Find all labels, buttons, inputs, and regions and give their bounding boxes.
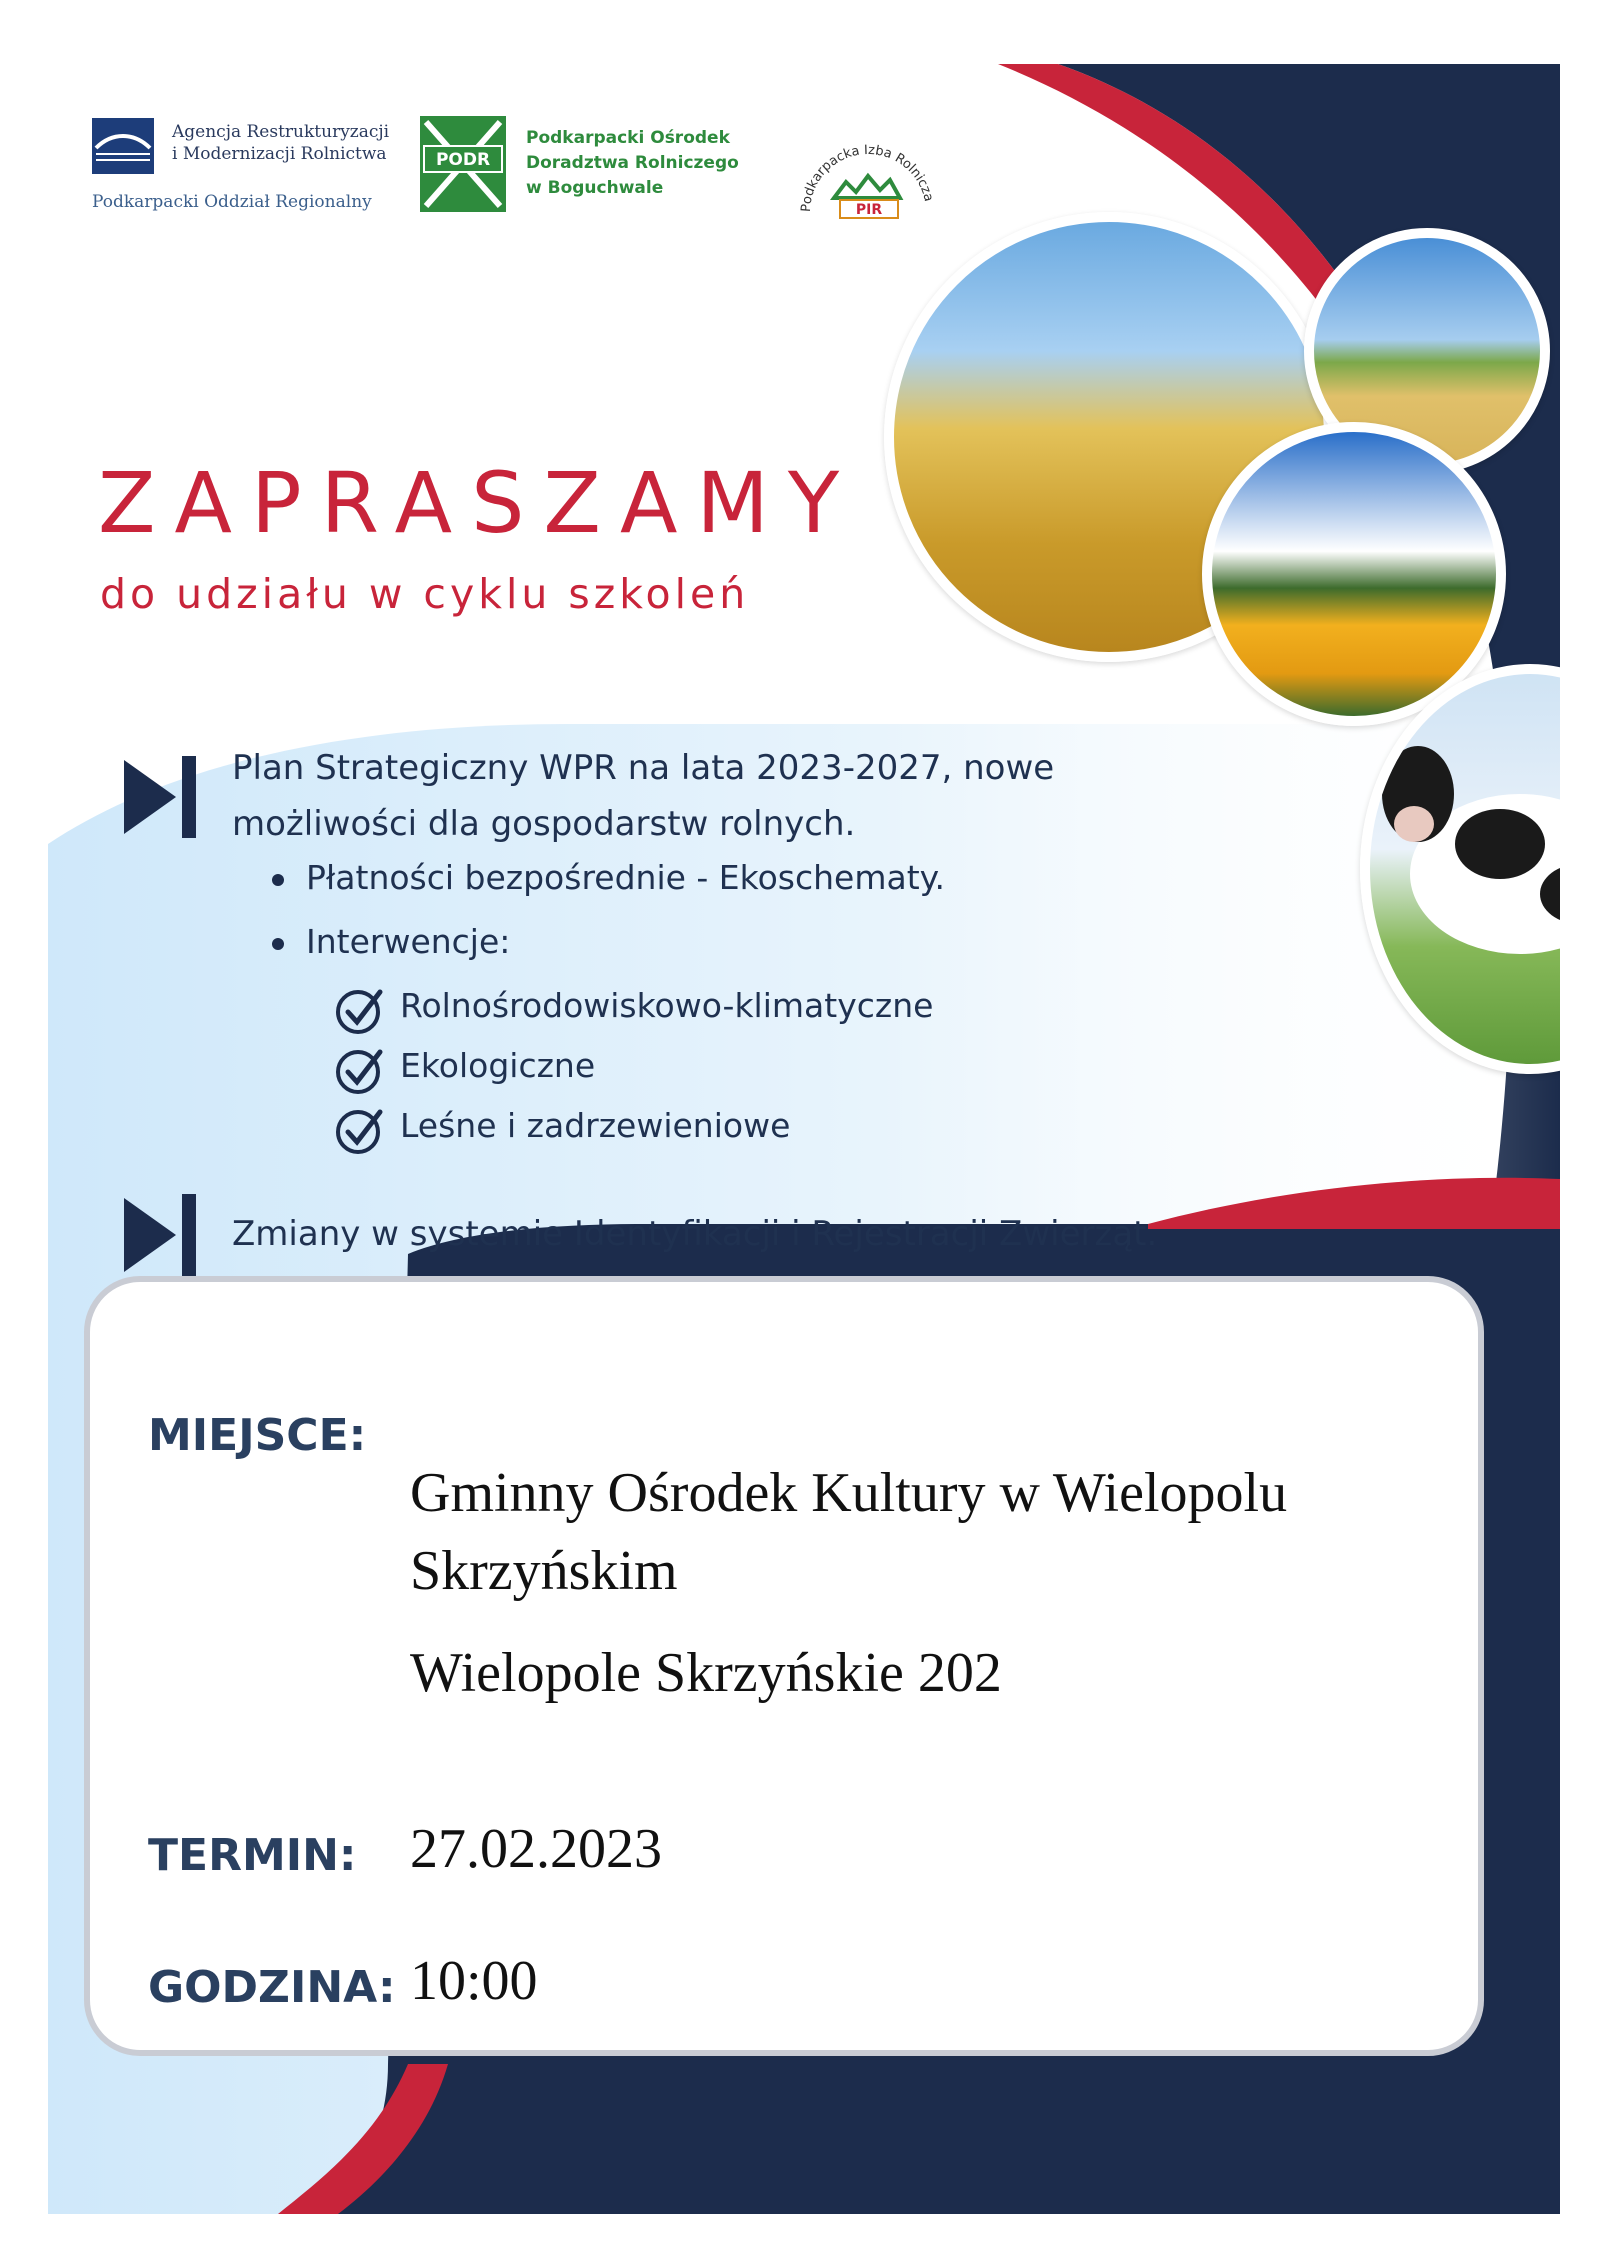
page-title: ZAPRASZAMY (98, 454, 859, 552)
podr-emblem-icon (420, 116, 506, 212)
agenda-item-1-line1: Plan Strategiczny WPR na lata 2023-2027, nowe (232, 748, 1055, 788)
place-label: MIEJSCE: (148, 1410, 367, 1461)
arimr-logo (92, 118, 422, 218)
agenda-bullet-2: Interwencje: (306, 922, 511, 961)
pir-hills-icon (834, 176, 900, 198)
bullet-dot-icon (272, 938, 284, 950)
pir-arc-text: Podkarpacka Izba Rolnicza (798, 142, 936, 213)
time-label: GODZINA: (148, 1962, 396, 2013)
bullet-dot-icon (272, 874, 284, 886)
place-name-line1: Gminny Ośrodek Kultury w Wielopolu (410, 1462, 1288, 1524)
arimr-emblem-icon (92, 118, 154, 174)
check-item-1: Rolnośrodowiskowo-klimatyczne (400, 986, 934, 1025)
check-item-2: Ekologiczne (400, 1046, 596, 1085)
page-subtitle: do udziału w cyklu szkoleń (100, 570, 750, 618)
sunflowers-photo (1202, 422, 1506, 726)
podr-name-line1: Podkarpacki Ośrodek (526, 128, 730, 148)
podr-badge-text: PODR (435, 150, 491, 170)
pir-logo (784, 116, 954, 236)
podr-name-line3: w Boguchwale (526, 178, 664, 198)
poster (48, 64, 1560, 2214)
agenda-item-2: Zmiany w systemie Identyfikacji i Rejestracji Zwierząt. (232, 1214, 1158, 1254)
date-label: TERMIN: (148, 1830, 357, 1881)
arimr-regional-office: Podkarpacki Oddział Regionalny (92, 192, 372, 212)
place-address: Wielopole Skrzyńskie 202 (410, 1642, 1002, 1704)
arimr-name-line2: i Modernizacji Rolnictwa (172, 144, 387, 164)
agenda-item-1-line2: możliwości dla gospodarstw rolnych. (232, 804, 856, 844)
podr-name-line2: Doradztwa Rolniczego (526, 153, 739, 173)
agenda-bullet-1: Płatności bezpośrednie - Ekoschematy. (306, 858, 945, 897)
check-item-3: Leśne i zadrzewieniowe (400, 1106, 791, 1145)
check-circle-icon (334, 1104, 386, 1156)
check-circle-icon (334, 1044, 386, 1096)
arimr-name-line1: Agencja Restrukturyzacji (172, 122, 390, 142)
place-name-line2: Skrzyńskim (410, 1540, 678, 1602)
check-circle-icon (334, 984, 386, 1036)
pir-badge-text: PIR (855, 202, 883, 218)
play-marker-icon (124, 754, 200, 840)
event-time: 10:00 (410, 1950, 538, 2012)
event-date: 27.02.2023 (410, 1818, 662, 1880)
play-marker-icon (124, 1192, 200, 1278)
podr-logo (420, 116, 780, 216)
